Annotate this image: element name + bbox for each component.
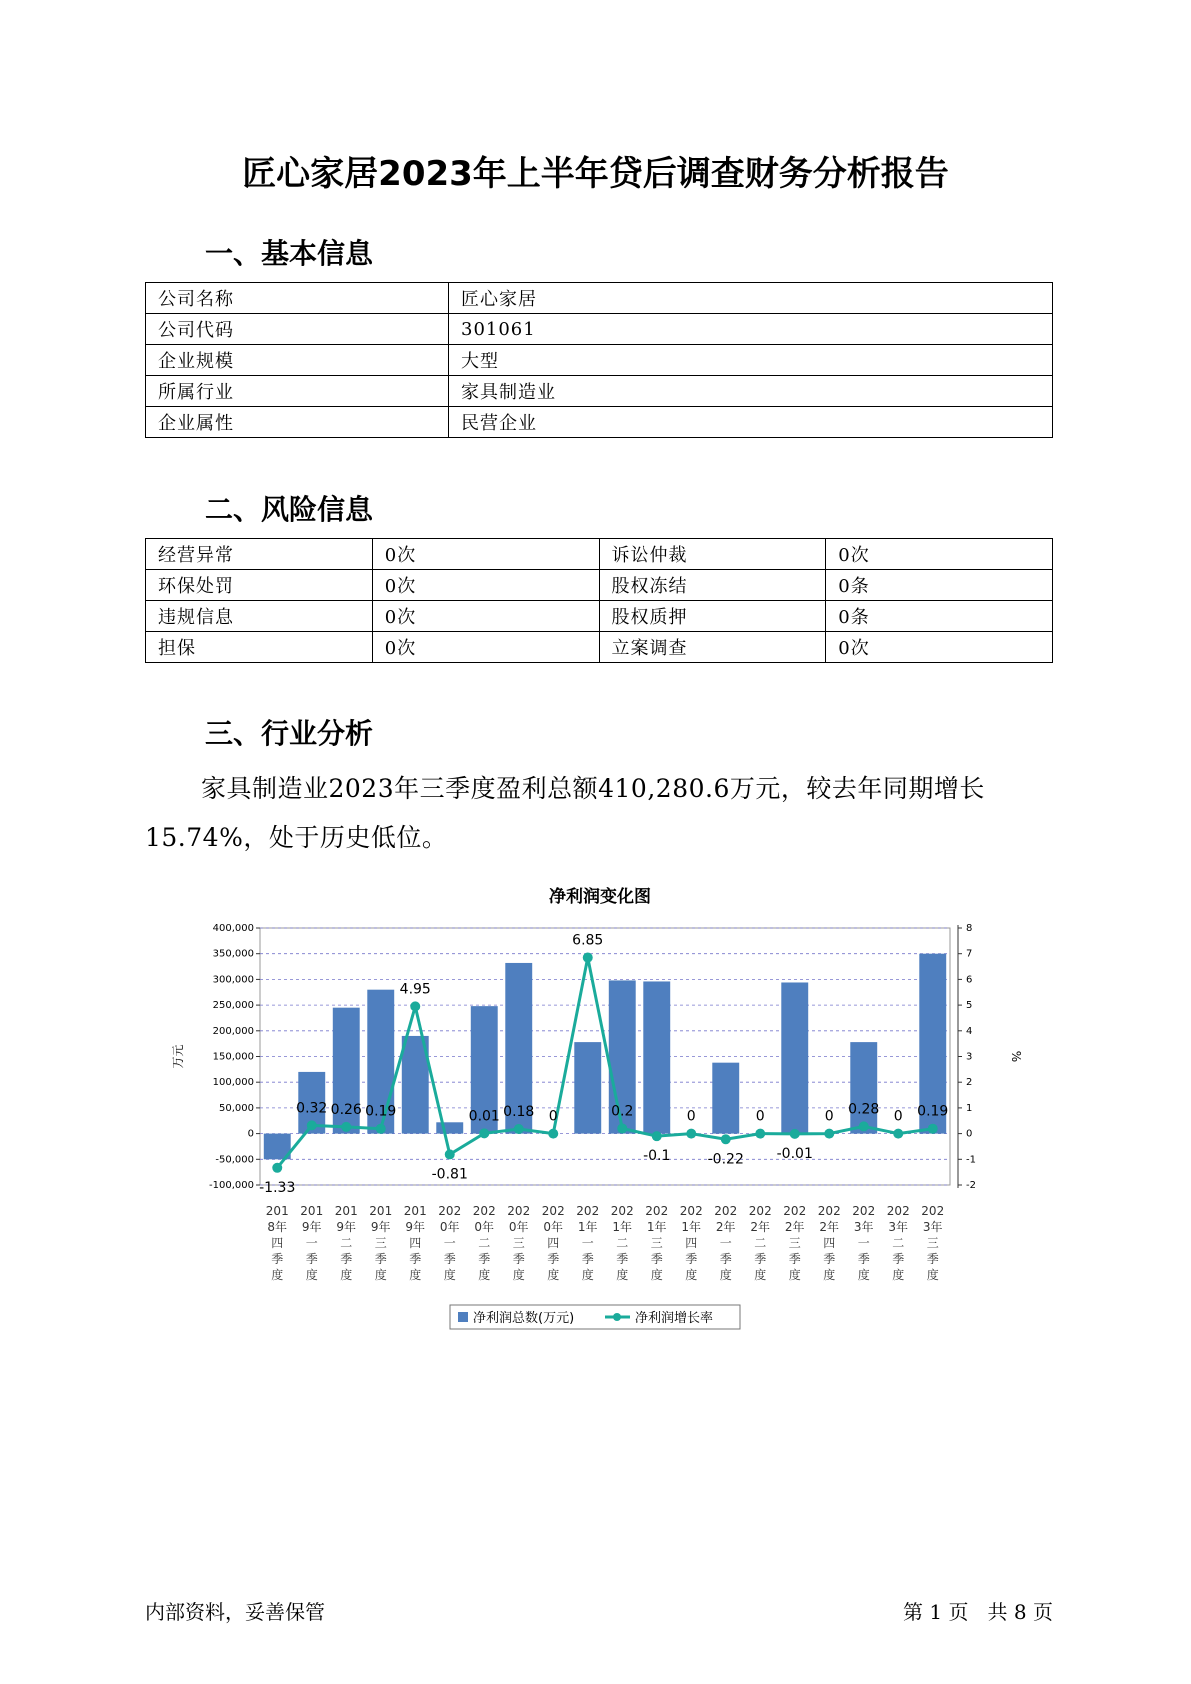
- risk-info-row: [146, 539, 1053, 570]
- category-label: 度: [478, 1268, 491, 1282]
- risk-info-table: [145, 538, 1053, 663]
- category-label: 201: [265, 1204, 289, 1218]
- point-growth-rate: [859, 1121, 869, 1131]
- section-heading-risk-info: 二、风险信息: [205, 493, 374, 526]
- chart-title: 净利润变化图: [549, 887, 651, 907]
- category-label: 一: [719, 1236, 732, 1250]
- bar-net-profit: [712, 1063, 739, 1134]
- category-label: 季: [857, 1252, 870, 1266]
- risk-info-row: [146, 632, 1053, 663]
- right-tick-label: -2: [966, 1180, 976, 1191]
- data-label-growth-rate: 0: [824, 1108, 834, 1125]
- category-label: 季: [340, 1252, 353, 1266]
- category-label: 三: [650, 1236, 663, 1250]
- category-label: 一: [581, 1236, 594, 1250]
- risk-info-label: 担保: [146, 632, 373, 663]
- legend-line-marker: [613, 1313, 621, 1321]
- category-label: 度: [823, 1268, 836, 1282]
- category-label: 度: [512, 1268, 525, 1282]
- category-label: 度: [271, 1268, 284, 1282]
- category-label: 度: [650, 1268, 663, 1282]
- category-label: 202: [438, 1204, 462, 1218]
- point-growth-rate: [928, 1124, 938, 1134]
- point-growth-rate: [445, 1149, 455, 1159]
- category-label: 度: [581, 1268, 594, 1282]
- right-tick-label: 8: [966, 923, 973, 934]
- risk-info-label: 环保处罚: [146, 570, 373, 601]
- category-label: 3年: [888, 1220, 909, 1234]
- data-label-growth-rate: 0.01: [468, 1108, 500, 1125]
- category-label: 二: [478, 1236, 491, 1250]
- point-growth-rate: [893, 1129, 903, 1139]
- left-tick-label: 300,000: [212, 974, 254, 986]
- bar-net-profit: [436, 1122, 463, 1133]
- point-growth-rate: [583, 953, 593, 963]
- category-label: 3年: [853, 1220, 874, 1234]
- category-label: 202: [783, 1204, 807, 1218]
- category-label: 202: [576, 1204, 600, 1218]
- category-label: 度: [857, 1268, 870, 1282]
- basic-info-row: [146, 407, 1053, 438]
- net-profit-chart: [170, 880, 1023, 1339]
- category-label: 季: [719, 1252, 732, 1266]
- point-growth-rate: [479, 1128, 489, 1138]
- category-label: 8年: [267, 1220, 288, 1234]
- left-tick-label: 150,000: [212, 1051, 254, 1063]
- data-label-growth-rate: 6.85: [572, 932, 604, 949]
- category-label: 202: [610, 1204, 634, 1218]
- right-tick-label: 1: [966, 1102, 973, 1114]
- category-label: 三: [512, 1236, 525, 1250]
- point-growth-rate: [341, 1122, 351, 1132]
- data-label-growth-rate: 0.19: [365, 1103, 397, 1120]
- category-label: 四: [271, 1236, 284, 1250]
- left-tick-label: 400,000: [212, 923, 254, 934]
- category-label: 度: [340, 1268, 353, 1282]
- category-label: 202: [714, 1204, 738, 1218]
- legend-bar-swatch: [458, 1312, 468, 1322]
- point-growth-rate: [755, 1129, 765, 1139]
- category-label: 季: [616, 1252, 629, 1266]
- data-label-growth-rate: -0.1: [643, 1148, 671, 1165]
- right-tick-label: 7: [966, 948, 973, 960]
- category-label: 1年: [612, 1220, 633, 1234]
- data-label-growth-rate: 4.95: [399, 981, 431, 998]
- risk-info-label: 立案调查: [599, 632, 826, 663]
- category-label: 季: [374, 1252, 387, 1266]
- basic-info-value: 民营企业: [449, 407, 1053, 438]
- left-tick-label: -100,000: [209, 1180, 254, 1191]
- point-growth-rate: [272, 1163, 282, 1173]
- category-label: 度: [685, 1268, 698, 1282]
- category-label: 202: [507, 1204, 531, 1218]
- left-tick-label: 350,000: [212, 948, 254, 960]
- bar-net-profit: [781, 982, 808, 1133]
- basic-info-value: 301061: [449, 314, 1053, 345]
- left-tick-label: 0: [247, 1128, 254, 1140]
- category-label: 一: [857, 1236, 870, 1250]
- right-tick-label: -1: [966, 1154, 976, 1166]
- category-label: 一: [305, 1236, 318, 1250]
- category-label: 3年: [922, 1220, 943, 1234]
- category-label: 度: [926, 1268, 939, 1282]
- category-label: 201: [334, 1204, 358, 1218]
- category-label: 度: [374, 1268, 387, 1282]
- category-label: 9年: [336, 1220, 357, 1234]
- risk-info-label: 违规信息: [146, 601, 373, 632]
- category-label: 2年: [715, 1220, 736, 1234]
- category-label: 202: [852, 1204, 876, 1218]
- category-label: 三: [374, 1236, 387, 1250]
- category-label: 202: [921, 1204, 945, 1218]
- left-tick-label: 250,000: [212, 1000, 254, 1012]
- point-growth-rate: [307, 1120, 317, 1130]
- category-label: 2年: [819, 1220, 840, 1234]
- industry-paragraph: 家具制造业2023年三季度盈利总额410,280.6万元，较去年同期增长15.74%，处于历史低位。: [145, 774, 985, 852]
- bar-net-profit: [574, 1042, 601, 1133]
- category-label: 2年: [750, 1220, 771, 1234]
- basic-info-row: [146, 376, 1053, 407]
- category-label: 四: [547, 1236, 560, 1250]
- category-label: 0年: [439, 1220, 460, 1234]
- data-label-growth-rate: 0.28: [848, 1101, 880, 1118]
- left-axis-title: 万元: [171, 1044, 185, 1069]
- risk-info-row: [146, 601, 1053, 632]
- category-label: 季: [271, 1252, 284, 1266]
- basic-info-table: [145, 282, 1053, 438]
- legend-bar-label: 净利润总数(万元): [473, 1311, 575, 1326]
- point-growth-rate: [790, 1129, 800, 1139]
- category-label: 度: [409, 1268, 422, 1282]
- category-label: 三: [788, 1236, 801, 1250]
- risk-info-value: 0次: [372, 539, 599, 570]
- legend-line-label: 净利润增长率: [635, 1311, 714, 1326]
- category-label: 201: [403, 1204, 427, 1218]
- category-label: 季: [926, 1252, 939, 1266]
- category-label: 202: [748, 1204, 772, 1218]
- category-label: 季: [478, 1252, 491, 1266]
- category-label: 度: [892, 1268, 905, 1282]
- point-growth-rate: [824, 1129, 834, 1139]
- right-tick-label: 6: [966, 974, 973, 986]
- category-label: 四: [685, 1236, 698, 1250]
- point-growth-rate: [652, 1131, 662, 1141]
- point-growth-rate: [410, 1001, 420, 1011]
- category-label: 季: [512, 1252, 525, 1266]
- risk-info-value: 0次: [372, 632, 599, 663]
- footer-page-number: 第 1 页 共 8 页: [903, 1600, 1053, 1624]
- report-title: 匠心家居2023年上半年贷后调查财务分析报告: [242, 154, 949, 194]
- basic-info-label: 公司名称: [146, 283, 449, 314]
- category-label: 季: [754, 1252, 767, 1266]
- category-label: 季: [685, 1252, 698, 1266]
- right-tick-label: 2: [966, 1077, 973, 1089]
- category-label: 二: [754, 1236, 767, 1250]
- basic-info-value: 大型: [449, 345, 1053, 376]
- category-label: 季: [581, 1252, 594, 1266]
- point-growth-rate: [548, 1129, 558, 1139]
- category-label: 度: [616, 1268, 629, 1282]
- category-label: 度: [788, 1268, 801, 1282]
- category-label: 季: [823, 1252, 836, 1266]
- category-label: 202: [645, 1204, 669, 1218]
- bar-net-profit: [848, 1042, 880, 1133]
- data-label-growth-rate: 0.19: [917, 1103, 949, 1120]
- category-label: 2年: [784, 1220, 805, 1234]
- basic-info-row: [146, 314, 1053, 345]
- category-label: 度: [719, 1268, 732, 1282]
- risk-info-value: 0次: [826, 539, 1053, 570]
- category-label: 度: [305, 1268, 318, 1282]
- basic-info-label: 企业规模: [146, 345, 449, 376]
- data-label-growth-rate: -0.81: [431, 1166, 468, 1183]
- data-label-growth-rate: 0.32: [296, 1100, 328, 1117]
- right-tick-label: 0: [966, 1128, 973, 1140]
- category-label: 度: [547, 1268, 560, 1282]
- risk-info-value: 0条: [826, 570, 1053, 601]
- category-label: 季: [650, 1252, 663, 1266]
- basic-info-label: 公司代码: [146, 314, 449, 345]
- category-label: 202: [679, 1204, 703, 1218]
- footer-confidential: 内部资料，妥善保管: [145, 1600, 325, 1624]
- category-label: 二: [616, 1236, 629, 1250]
- category-label: 202: [886, 1204, 910, 1218]
- basic-info-row: [146, 283, 1053, 314]
- point-growth-rate: [686, 1129, 696, 1139]
- basic-info-value: 家具制造业: [449, 376, 1053, 407]
- category-label: 0年: [543, 1220, 564, 1234]
- category-label: 度: [754, 1268, 767, 1282]
- data-label-growth-rate: -0.22: [707, 1151, 744, 1168]
- category-label: 1年: [681, 1220, 702, 1234]
- risk-info-value: 0次: [826, 632, 1053, 663]
- risk-info-row: [146, 570, 1053, 601]
- right-tick-label: 3: [966, 1051, 973, 1063]
- category-label: 季: [409, 1252, 422, 1266]
- category-label: 202: [472, 1204, 496, 1218]
- right-tick-label: 5: [966, 1000, 973, 1012]
- category-label: 三: [926, 1236, 939, 1250]
- left-tick-label: 200,000: [212, 1025, 254, 1037]
- category-label: 二: [340, 1236, 353, 1250]
- section-heading-basic-info: 一、基本信息: [205, 237, 374, 270]
- right-tick-label: 4: [966, 1025, 973, 1037]
- category-label: 季: [788, 1252, 801, 1266]
- category-label: 9年: [301, 1220, 322, 1234]
- category-label: 0年: [474, 1220, 495, 1234]
- basic-info-label: 企业属性: [146, 407, 449, 438]
- category-label: 9年: [405, 1220, 426, 1234]
- section-heading-industry-analysis: 三、行业分析: [205, 717, 374, 750]
- category-label: 0年: [508, 1220, 529, 1234]
- risk-info-value: 0次: [372, 601, 599, 632]
- category-label: 四: [823, 1236, 836, 1250]
- category-label: 季: [892, 1252, 905, 1266]
- data-label-growth-rate: 0.18: [503, 1103, 535, 1120]
- basic-info-row: [146, 345, 1053, 376]
- basic-info-value: 匠心家居: [449, 283, 1053, 314]
- category-label: 201: [300, 1204, 324, 1218]
- category-label: 9年: [370, 1220, 391, 1234]
- right-axis-title: %: [1009, 1050, 1023, 1063]
- data-label-growth-rate: 0: [548, 1108, 558, 1125]
- left-tick-label: -50,000: [215, 1154, 254, 1166]
- point-growth-rate: [514, 1124, 524, 1134]
- category-label: 四: [409, 1236, 422, 1250]
- point-growth-rate: [617, 1123, 627, 1133]
- data-label-growth-rate: 0.2: [611, 1103, 634, 1120]
- category-label: 202: [541, 1204, 565, 1218]
- risk-info-value: 0条: [826, 601, 1053, 632]
- category-label: 一: [443, 1236, 456, 1250]
- data-label-growth-rate: 0: [893, 1108, 903, 1125]
- point-growth-rate: [721, 1134, 731, 1144]
- risk-info-label: 经营异常: [146, 539, 373, 570]
- category-label: 季: [547, 1252, 560, 1266]
- category-label: 季: [305, 1252, 318, 1266]
- basic-info-label: 所属行业: [146, 376, 449, 407]
- risk-info-label: 股权冻结: [599, 570, 826, 601]
- category-label: 季: [443, 1252, 456, 1266]
- data-label-growth-rate: 0.26: [330, 1101, 362, 1118]
- left-tick-label: 50,000: [219, 1102, 254, 1114]
- category-label: 1年: [577, 1220, 598, 1234]
- category-label: 度: [443, 1268, 456, 1282]
- category-label: 201: [369, 1204, 393, 1218]
- category-label: 1年: [646, 1220, 667, 1234]
- data-label-growth-rate: -0.01: [776, 1145, 813, 1162]
- data-label-growth-rate: 0: [686, 1108, 696, 1125]
- data-label-growth-rate: -1.33: [259, 1179, 296, 1196]
- category-label: 二: [892, 1236, 905, 1250]
- left-tick-label: 100,000: [212, 1077, 254, 1089]
- risk-info-value: 0次: [372, 570, 599, 601]
- category-label: 202: [817, 1204, 841, 1218]
- risk-info-label: 股权质押: [599, 601, 826, 632]
- bar-net-profit: [643, 981, 670, 1133]
- data-label-growth-rate: 0: [755, 1108, 765, 1125]
- risk-info-label: 诉讼仲裁: [599, 539, 826, 570]
- point-growth-rate: [376, 1124, 386, 1134]
